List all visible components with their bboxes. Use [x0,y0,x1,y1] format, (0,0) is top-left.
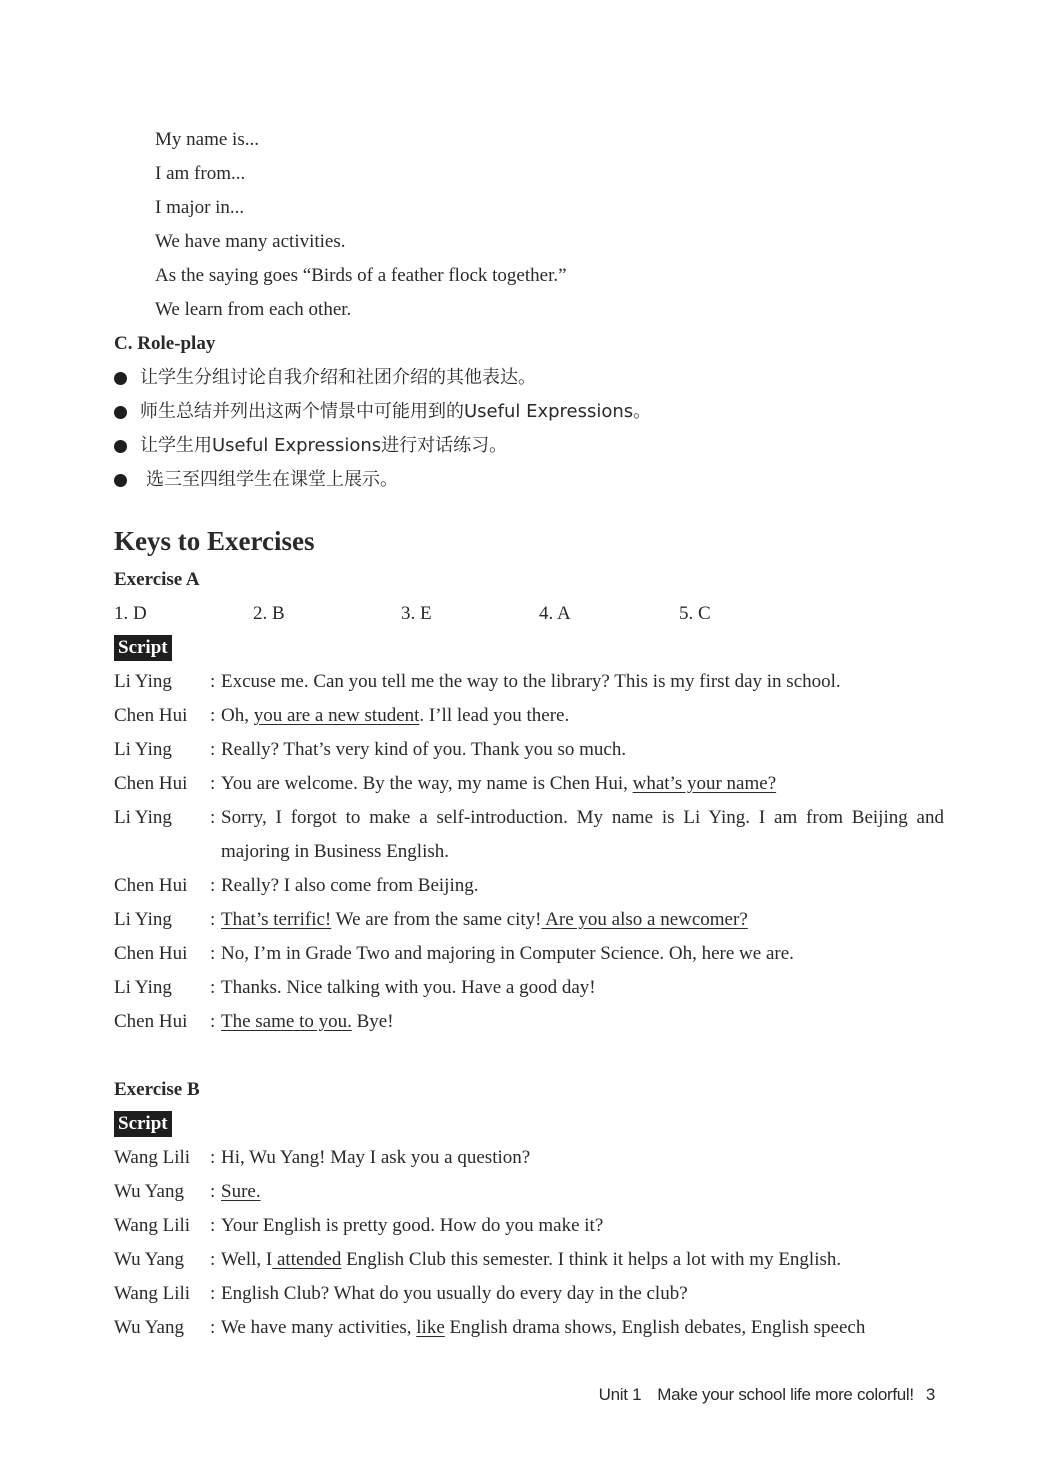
intro-line-4: We have many activities. [155,231,346,252]
speaker: Li Ying [114,909,172,930]
speaker: Li Ying [114,671,172,692]
utterance: English Club? What do you usually do every day in the club? [221,1283,688,1304]
intro-line-6: We learn from each other. [155,299,352,320]
speaker: Chen Hui [114,1011,188,1032]
utterance: Excuse me. Can you tell me the way to the library? This is my first day in school. [221,671,841,692]
utterance: Oh, you are a new student. I’ll lead you there. [221,705,570,726]
dialogue-line: Chen Hui : No, I’m in Grade Two and majoring in Computer Science. Oh, here we are. [114,937,944,971]
bullet-dot-icon [114,474,127,487]
utterance: We have many activities, like English drama shows, English debates, English speech [221,1317,866,1338]
speaker: Chen Hui [114,875,188,896]
page-footer [599,1385,935,1405]
dialogue-line: Wang Lili : Your English is pretty good. How do you make it? [114,1209,944,1243]
script-label: Script [114,635,172,661]
speaker: Wang Lili [114,1283,191,1304]
dialogue-line: Chen Hui : You are welcome. By the way, my name is Chen Hui, what’s your name? [114,767,944,801]
dialogue-line: Li Ying : Excuse me. Can you tell me the way to the library? This is my first day in school. [114,665,944,699]
dialogue-line: Li Ying : Really? That’s very kind of you. Thank you so much. [114,733,944,767]
dialogue-line: Li Ying : That’s terrific! We are from the same city! Are you also a newcomer? [114,903,944,937]
dialogue-line: Chen Hui : Oh, you are a new student. I’ll lead you there. [114,699,944,733]
bullet-item [114,395,944,429]
bullet-text: 让学生用Useful Expressions进行对话练习。 [140,435,508,456]
exercise-a-title: Exercise A [114,569,200,590]
dialogue-line: Wu Yang : Sure. [114,1175,944,1209]
intro-line-3: I major in... [155,197,245,218]
speaker: Li Ying [114,977,172,998]
utterance: Sure. [221,1181,261,1202]
dialogue-line: Wang Lili : English Club? What do you usually do every day in the club? [114,1277,944,1311]
roleplay-title: C. Role-play [114,333,216,354]
bullet-item [114,361,944,395]
bullet-item [114,463,944,497]
bullet-dot-icon [114,406,127,419]
speaker: Wang Lili [114,1215,191,1236]
dialogue-line: Chen Hui : Really? I also come from Beijing. [114,869,944,903]
answer-2: 2. B [253,603,285,624]
utterance: Sorry, I forgot to make a self-introduction. My name is Li Ying. I am from Beijing and majoring in Business English. [221,807,944,862]
speaker: Li Ying [114,739,172,760]
exercise-a-answers [114,597,944,631]
bullet-dot-icon [114,372,127,385]
utterance: Thanks. Nice talking with you. Have a good day! [221,977,596,998]
utterance: You are welcome. By the way, my name is Chen Hui, what’s your name? [221,773,777,794]
speaker: Chen Hui [114,943,188,964]
utterance: Really? I also come from Beijing. [221,875,479,896]
answer-1: 1. D [114,603,147,624]
speaker: Chen Hui [114,773,188,794]
intro-line-1: My name is... [155,129,259,150]
dialogue-line: Chen Hui : The same to you. Bye! [114,1005,944,1039]
exercise-b-title: Exercise B [114,1079,200,1100]
script-label: Script [114,1111,172,1137]
utterance: The same to you. Bye! [221,1011,394,1032]
utterance: Really? That’s very kind of you. Thank you so much. [221,739,627,760]
dialogue-line: Li Ying : Thanks. Nice talking with you. Have a good day! [114,971,944,1005]
speaker: Li Ying [114,807,172,828]
bullet-dot-icon [114,440,127,453]
footer-unit: Unit 1 [598,1385,642,1404]
intro-line-5: As the saying goes “Birds of a feather flock together.” [155,265,567,286]
bullet-item [114,429,944,463]
page-content [114,123,944,1345]
answer-4: 4. A [539,603,571,624]
speaker: Wang Lili [114,1147,191,1168]
intro-line-2: I am from... [155,163,246,184]
utterance: That’s terrific! We are from the same city! Are you also a newcomer? [221,909,748,930]
dialogue-line: Li Ying : Sorry, I forgot to make a self-introduction. My name is Li Ying. I am from Beijing and majoring in Business English. [114,801,944,869]
keys-heading: Keys to Exercises [114,526,315,556]
answer-5: 5. C [679,603,711,624]
speaker: Wu Yang [114,1249,184,1270]
speaker: Chen Hui [114,705,188,726]
dialogue-line: Wu Yang : Well, I attended English Club this semester. I think it helps a lot with my English. [114,1243,944,1277]
dialogue-b [114,1141,944,1345]
bullet-text: 让学生分组讨论自我介绍和社团介绍的其他表达。 [140,367,536,388]
utterance: Your English is pretty good. How do you make it? [221,1215,604,1236]
dialogue-line: Wang Lili : Hi, Wu Yang! May I ask you a question? [114,1141,944,1175]
page-number: 3 [925,1385,935,1404]
answer-3: 3. E [401,603,432,624]
utterance: No, I’m in Grade Two and majoring in Computer Science. Oh, here we are. [221,943,794,964]
utterance: Hi, Wu Yang! May I ask you a question? [221,1147,531,1168]
bullet-text: 选三至四组学生在课堂上展示。 [146,469,398,490]
dialogue-line: Wu Yang : We have many activities, like English drama shows, English debates, English speech [114,1311,944,1345]
dialogue-a [114,665,944,1039]
footer-title: Make your school life more colorful! [657,1385,914,1404]
utterance: Well, I attended English Club this semester. I think it helps a lot with my English. [221,1249,842,1270]
bullet-text: 师生总结并列出这两个情景中可能用到的Useful Expressions。 [140,401,652,422]
speaker: Wu Yang [114,1181,184,1202]
speaker: Wu Yang [114,1317,184,1338]
